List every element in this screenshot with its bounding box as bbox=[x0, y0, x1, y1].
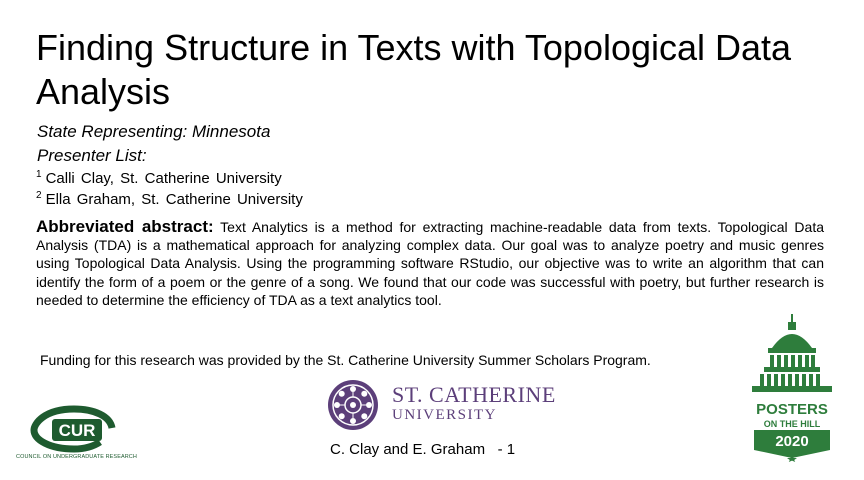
rose-window-icon bbox=[326, 378, 380, 432]
presenter-list-heading: Presenter List: bbox=[37, 146, 147, 165]
presenter-2-number: 2 bbox=[36, 190, 42, 201]
presenter-1 bbox=[36, 169, 282, 187]
poh-line-1: POSTERS bbox=[756, 401, 828, 418]
cur-mark-text: CUR bbox=[58, 421, 96, 440]
page-title: Finding Structure in Texts with Topological Data Analysis bbox=[36, 27, 792, 112]
poh-line-2: ON THE HILL bbox=[763, 419, 821, 429]
cur-tagline: COUNCIL ON UNDERGRADUATE RESEARCH bbox=[16, 454, 137, 460]
cur-mark-icon bbox=[14, 404, 134, 454]
presenter-1-number: 1 bbox=[36, 169, 42, 180]
capitol-dome-icon bbox=[746, 312, 838, 462]
abstract-body: Text Analytics is a method for extracting machine-readable data from texts. Topological Data Analysis (TDA) is a mathematical approach for analyzing complex data. Our goal was to analyze poetry and music genres using Topological Data Analysis. Using the programming software RStudio, our objective was to write an algorithm that can identify the form of a poem or the genre of a song. We found that our code was successful with poetry, but further research is needed to determine the efficiency of TDA as a text analytics tool. bbox=[36, 219, 824, 308]
abstract bbox=[36, 218, 824, 309]
presenter-1-text: Calli Clay, St. Catherine University bbox=[45, 170, 282, 187]
footer-authors-page: C. Clay and E. Graham - 1 bbox=[330, 441, 516, 458]
posters-on-the-hill-logo bbox=[746, 312, 838, 462]
st-catherine-name: ST. CATHERINE bbox=[392, 382, 556, 407]
state-representing: State Representing: Minnesota bbox=[37, 122, 271, 141]
presenter-2 bbox=[36, 190, 303, 208]
abstract-lead: Abbreviated abstract: bbox=[36, 217, 214, 236]
st-catherine-logo bbox=[326, 378, 556, 430]
cur-logo bbox=[14, 404, 137, 464]
poh-year: 2020 bbox=[775, 433, 809, 450]
funding-note: Funding for this research was provided by the St. Catherine University Summer Scholars Program. bbox=[40, 352, 651, 368]
st-catherine-university: UNIVERSITY bbox=[392, 407, 497, 423]
presenter-2-text: Ella Graham, St. Catherine University bbox=[45, 191, 303, 208]
